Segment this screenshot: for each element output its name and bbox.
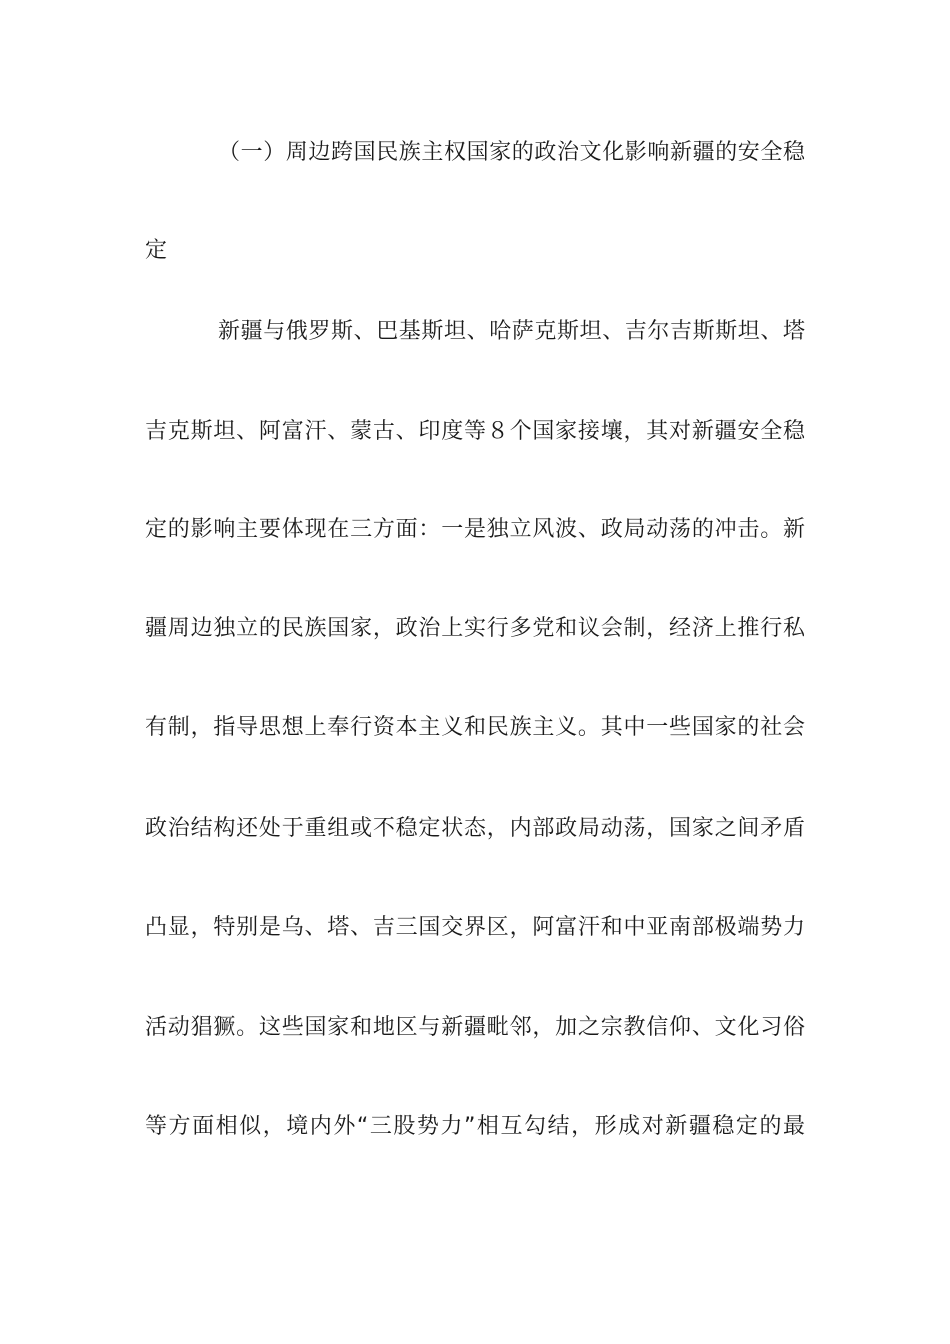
paragraph-line-6: 政治结构还处于重组或不稳定状态，内部政局动荡，国家之间矛盾 xyxy=(145,816,805,841)
paragraph-line-5: 有制，指导思想上奉行资本主义和民族主义。其中一些国家的社会 xyxy=(145,715,805,740)
paragraph-line-8: 活动猖獗。这些国家和地区与新疆毗邻，加之宗教信仰、文化习俗 xyxy=(145,1015,805,1040)
paragraph-line-3: 定的影响主要体现在三方面：一是独立风波、政局动荡的冲击。新 xyxy=(145,517,805,542)
section-heading-line-2: 定 xyxy=(145,238,168,263)
paragraph-line-2: 吉克斯坦、阿富汗、蒙古、印度等８个国家接壤，其对新疆安全稳 xyxy=(145,419,805,444)
paragraph-line-1: 新疆与俄罗斯、巴基斯坦、哈萨克斯坦、吉尔吉斯斯坦、塔 xyxy=(218,319,805,344)
section-heading-line-1: （一）周边跨国民族主权国家的政治文化影响新疆的安全稳 xyxy=(218,140,805,165)
paragraph-line-4: 疆周边独立的民族国家，政治上实行多党和议会制，经济上推行私 xyxy=(145,616,805,641)
paragraph-line-7: 凸显，特别是乌、塔、吉三国交界区，阿富汗和中亚南部极端势力 xyxy=(145,915,805,940)
paragraph-line-9: 等方面相似，境内外“三股势力”相互勾结，形成对新疆稳定的最 xyxy=(145,1114,805,1139)
